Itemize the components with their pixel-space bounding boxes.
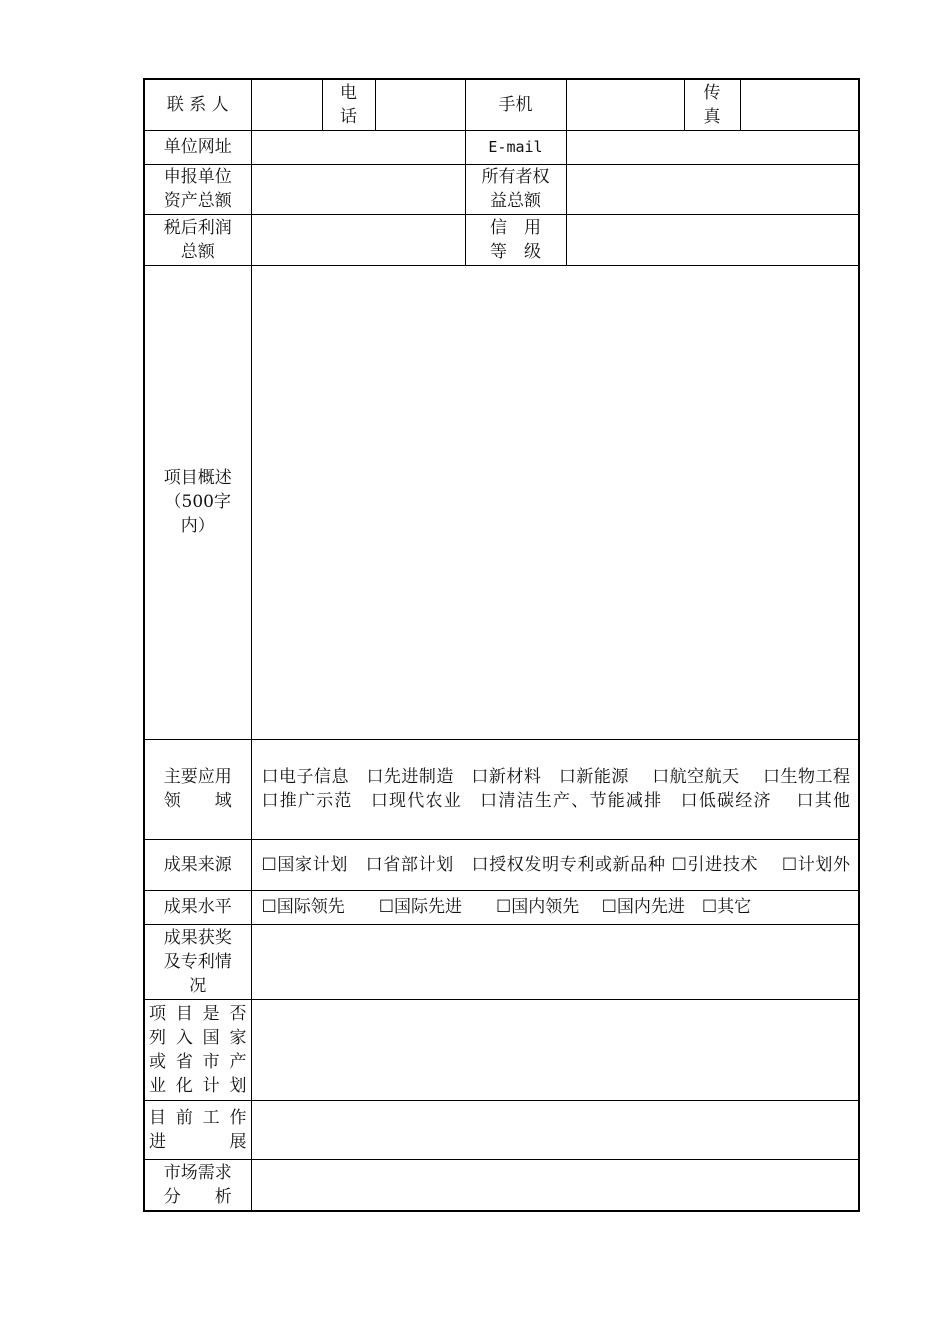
market-demand-field[interactable]	[251, 1159, 859, 1211]
credit-rating-label: 信 用 等 级	[465, 214, 566, 265]
mobile-field[interactable]	[566, 79, 684, 130]
work-progress-label: 目前工作 进 展	[144, 1100, 251, 1159]
fax-field[interactable]	[740, 79, 859, 130]
email-field[interactable]	[566, 130, 859, 164]
result-level-label: 成果水平	[144, 890, 251, 924]
application-domain-label: 主要应用 领 域	[144, 739, 251, 839]
project-overview-label: 项目概述 （500字 内）	[144, 265, 251, 739]
mobile-label: 手机	[465, 79, 566, 130]
domain-options-line-2[interactable]: 口推广示范 口现代农业 口清洁生产、节能减排 口低碳经济 口其他	[261, 791, 850, 811]
awards-row	[144, 924, 859, 999]
industrial-plan-field[interactable]	[251, 999, 859, 1100]
result-source-label: 成果来源	[144, 839, 251, 890]
awards-patents-label: 成果获奖 及专利情 况	[144, 924, 251, 999]
website-row	[144, 130, 859, 164]
website-field[interactable]	[251, 130, 465, 164]
contact-person-label: 联 系 人	[144, 79, 251, 130]
source-row	[144, 839, 859, 890]
total-assets-label: 申报单位 资产总额	[144, 164, 251, 214]
application-form-table	[143, 78, 860, 1212]
market-demand-label: 市场需求 分 析	[144, 1159, 251, 1211]
market-row	[144, 1159, 859, 1211]
progress-row	[144, 1100, 859, 1159]
credit-rating-field[interactable]	[566, 214, 859, 265]
owner-equity-label: 所有者权 益总额	[465, 164, 566, 214]
domain-row	[144, 739, 859, 839]
owner-equity-field[interactable]	[566, 164, 859, 214]
level-row	[144, 890, 859, 924]
phone-label: 电 话	[322, 79, 375, 130]
after-tax-profit-field[interactable]	[251, 214, 465, 265]
project-overview-field[interactable]	[251, 265, 859, 739]
domain-options-line-1[interactable]: 口电子信息 口先进制造 口新材料 口新能源 口航空航天 口生物工程	[261, 767, 850, 787]
application-domain-options[interactable]	[251, 739, 859, 839]
website-label: 单位网址	[144, 130, 251, 164]
fax-label: 传 真	[684, 79, 740, 130]
after-tax-profit-label: 税后利润 总额	[144, 214, 251, 265]
awards-patents-field[interactable]	[251, 924, 859, 999]
assets-row	[144, 164, 859, 214]
profit-row	[144, 214, 859, 265]
total-assets-field[interactable]	[251, 164, 465, 214]
result-source-options[interactable]: ☐国家计划 口省部计划 口授权发明专利或新品种 ☐引进技术 ☐计划外	[251, 839, 859, 890]
overview-row	[144, 265, 859, 739]
contact-row	[144, 79, 859, 130]
plan-row	[144, 999, 859, 1100]
email-label: E-mail	[465, 130, 566, 164]
work-progress-field[interactable]	[251, 1100, 859, 1159]
industrial-plan-label: 项目是否 列入国家 或省市产 业化计划	[144, 999, 251, 1100]
phone-field[interactable]	[375, 79, 465, 130]
result-level-options[interactable]: ☐国际领先 ☐国际先进 ☐国内领先 ☐国内先进 ☐其它	[251, 890, 859, 924]
contact-person-field[interactable]	[251, 79, 322, 130]
